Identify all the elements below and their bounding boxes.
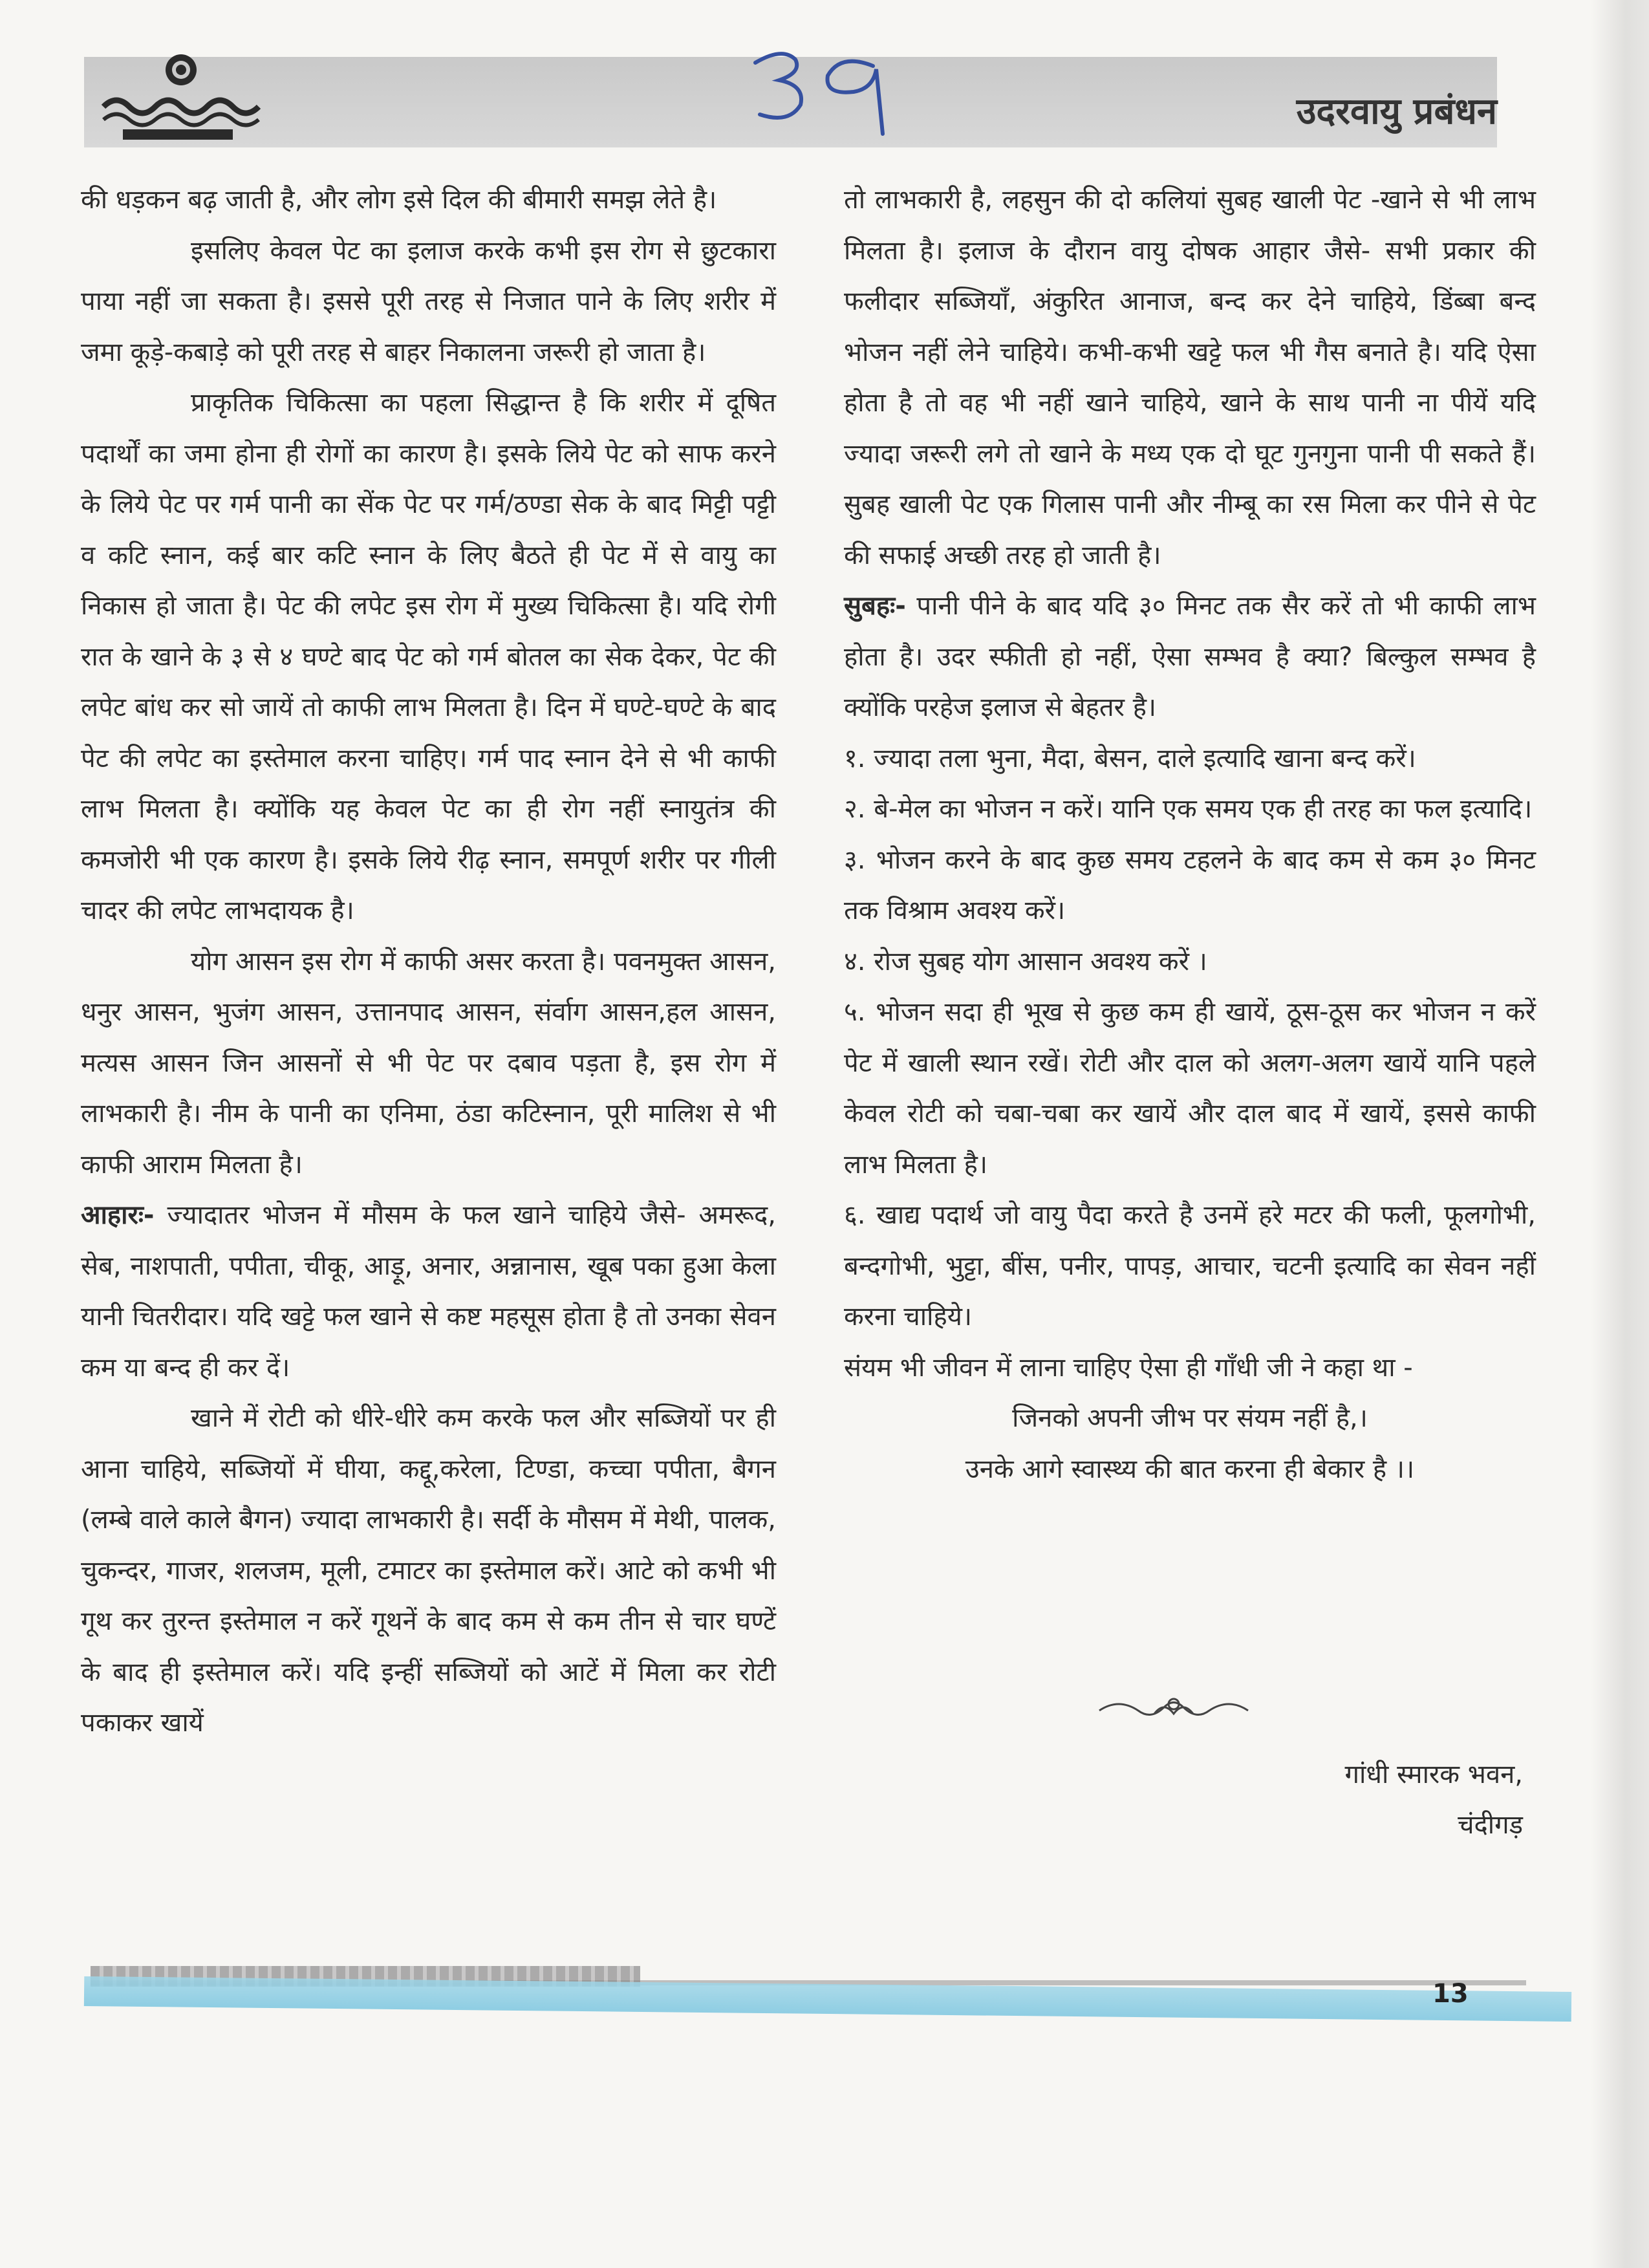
list-item: ६. खाद्य पदार्थ जो वायु पैदा करते है उनमें हरे मटर की फली, फूलगोभी, बन्दगोभी, भुट्टा, बींस, पनीर, पापड़, आचार, चटनी इत्यादि का सेवन नहीं करना चाहिये।: [844, 1200, 1536, 1332]
left-column: [81, 175, 776, 1749]
paragraph-morning: सुबहः- पानी पीने के बाद यदि ३० मिनट तक सैर करें तो भी काफी लाभ होता है। उदर स्फीती हो नहीं, ऐसा सम्भव है क्या? बिल्कुल सम्भव है क्योंकि परहेज इलाज से बेहतर है।: [844, 591, 1536, 722]
list-item: २. बे-मेल का भोजन न करें। यानि एक समय एक ही तरह का फल इत्यादि।: [844, 794, 1533, 824]
paragraph: योग आसन इस रोग में काफी असर करता है। पवनमुक्त आसन, धनुर आसन, भुजंग आसन, उत्तानपाद आसन, संर्वाग आसन,हल आसन, मत्यस आसन जिन आसनों से भी पेट पर दबाव पड़ता है, इस रोग में लाभकारी है। नीम के पानी का एनिमा, ठंडा कटिस्नान, पूरी मालिश से भी काफी आराम मिलता है।: [81, 946, 776, 1180]
quote-line: जिनको अपनी जीभ पर संयम नहीं है,।: [1012, 1403, 1368, 1433]
handwritten-page-mark: [744, 40, 912, 137]
publication-logo: [97, 52, 272, 149]
signature-line-2: चंदीगड़: [1458, 1810, 1523, 1840]
paragraph: तो लाभकारी है, लहसुन की दो कलियां सुबह खाली पेट -खाने से भी लाभ मिलता है। इलाज के दौरान वायु दोषक आहार जैसे- सभी प्रकार की फलीदार सब्जियाँ, अंकुरित आनाज, बन्द कर देने चाहिये, डिंब्बा बन्द भोजन नहीं लेने चाहिये। कभी-कभी खट्टे फल भी गैस बनाते है। यदि ऐसा होता है तो वह भी नहीं खाने चाहिये, खाने के साथ पानी ना पीयें यदि ज्यादा जरूरी लगे तो खाने के मध्य एक दो घूट गुनगुना पानी पी सकते हैं। सुबह खाली पेट एक गिलास पानी और नीम्बू का रस मिला कर पीने से पेट की सफाई अच्छी तरह हो जाती है।: [844, 185, 1536, 570]
list-item: १. ज्यादा तला भुना, मैदा, बेसन, दाले इत्यादि खाना बन्द करें।: [844, 743, 1416, 773]
page-edge-shadow: [1591, 0, 1649, 2268]
paragraph: प्राकृतिक चिकित्सा का पहला सिद्धान्त है कि शरीर में दूषित पदार्थों का जमा होना ही रोगों का कारण है। इसके लिये पेट को साफ करने के लिये पेट पर गर्म पानी का सेंक पेट पर गर्म/ठण्डा सेक के बाद मिट्टी पट्टी व कटि स्नान, कई बार कटि स्नान के लिए बैठते ही पेट में से वायु का निकास हो जाता है। पेट की लपेट इस रोग में मुख्य चिकित्सा है। यदि रोगी रात के खाने के ३ से ४ घण्टे बाद पेट को गर्म बोतल का सेक देकर, पेट की लपेट बांध कर सो जायें तो काफी लाभ मिलता है। दिन में घण्टे-घण्टे के बाद पेट की लपेट का इस्तेमाल करना चाहिए। गर्म पाद स्नान देने से भी काफी लाभ मिलता है। क्योंकि यह केवल पेट का ही रोग नहीं स्नायुतंत्र की कमजोरी भी एक कारण है। इसके लिये रीढ़ स्नान, समपूर्ण शरीर पर गीली चादर की लपेट लाभदायक है।: [81, 388, 776, 925]
morning-heading: सुबहः-: [844, 591, 906, 621]
quote-intro: संयम भी जीवन में लाना चाहिए ऐसा ही गाँधी जी ने कहा था -: [844, 1352, 1413, 1383]
page-number: 13: [1432, 1979, 1469, 2009]
ornament-divider: [1093, 1685, 1255, 1730]
paragraph-diet: आहारः- ज्यादातर भोजन में मौसम के फल खाने चाहिये जैसे- अमरूद, सेब, नाशपाती, पपीता, चीकू, आड़ू, अनार, अन्नानास, खूब पका हुआ केला यानी चितरीदार। यदि खट्टे फल खाने से कष्ट महसूस होता है तो उनका सेवन कम या बन्द ही कर दें।: [81, 1200, 776, 1383]
paragraph: खाने में रोटी को धीरे-धीरे कम करके फल और सब्जियों पर ही आना चाहिये, सब्जियों में घीया, कद्दू,करेला, टिण्डा, कच्चा पपीता, बैगन (लम्बे वाले काले बैगन) ज्यादा लाभकारी है। सर्दी के मौसम में मेथी, पालक, चुकन्दर, गाजर, शलजम, मूली, टमाटर का इस्तेमाल करें। आटे को कभी भी गूथ कर तुरन्त इस्तेमाल न करें गूथनें के बाद कम से कम तीन से चार घण्टें के बाद ही इस्तेमाल करें। यदि इन्हीं सब्जियों को आटें में मिला कर रोटी पकाकर खायें: [81, 1403, 776, 1738]
right-column: [844, 175, 1536, 1495]
paragraph: इसलिए केवल पेट का इलाज करके कभी इस रोग से छुटकारा पाया नहीं जा सकता है। इससे पूरी तरह से निजात पाने के लिए शरीर में जमा कूड़े-कबाड़े को पूरी तरह से बाहर निकालना जरूरी हो जाता है।: [81, 235, 776, 367]
list-item: ४. रोज सुबह योग आसान अवश्य करें ।: [844, 946, 1207, 977]
quote-line: उनके आगे स्वास्थ्य की बात करना ही बेकार है ।।: [965, 1454, 1415, 1484]
list-item: ५. भोजन सदा ही भूख से कुछ कम ही खायें, ठूस-ठूस कर भोजन न करें पेट में खाली स्थान रखें। रोटी और दाल को अलग-अलग खायें यानि पहले केवल रोटी को चबा-चबा कर खायें और दाल बाद में खायें, इससे काफी लाभ मिलता है।: [844, 997, 1536, 1180]
diet-heading: आहारः-: [81, 1200, 155, 1230]
header-title: उदरवायु प्रबंधन: [1296, 91, 1497, 133]
paragraph: की धड़कन बढ़ जाती है, और लोग इसे दिल की बीमारी समझ लेते है।: [81, 185, 717, 215]
list-item: ३. भोजन करने के बाद कुछ समय टहलने के बाद कम से कम ३० मिनट तक विश्राम अवश्य करें।: [844, 845, 1536, 925]
signature-block: [1345, 1749, 1523, 1850]
signature-line-1: गांधी स्मारक भवन,: [1344, 1760, 1523, 1789]
